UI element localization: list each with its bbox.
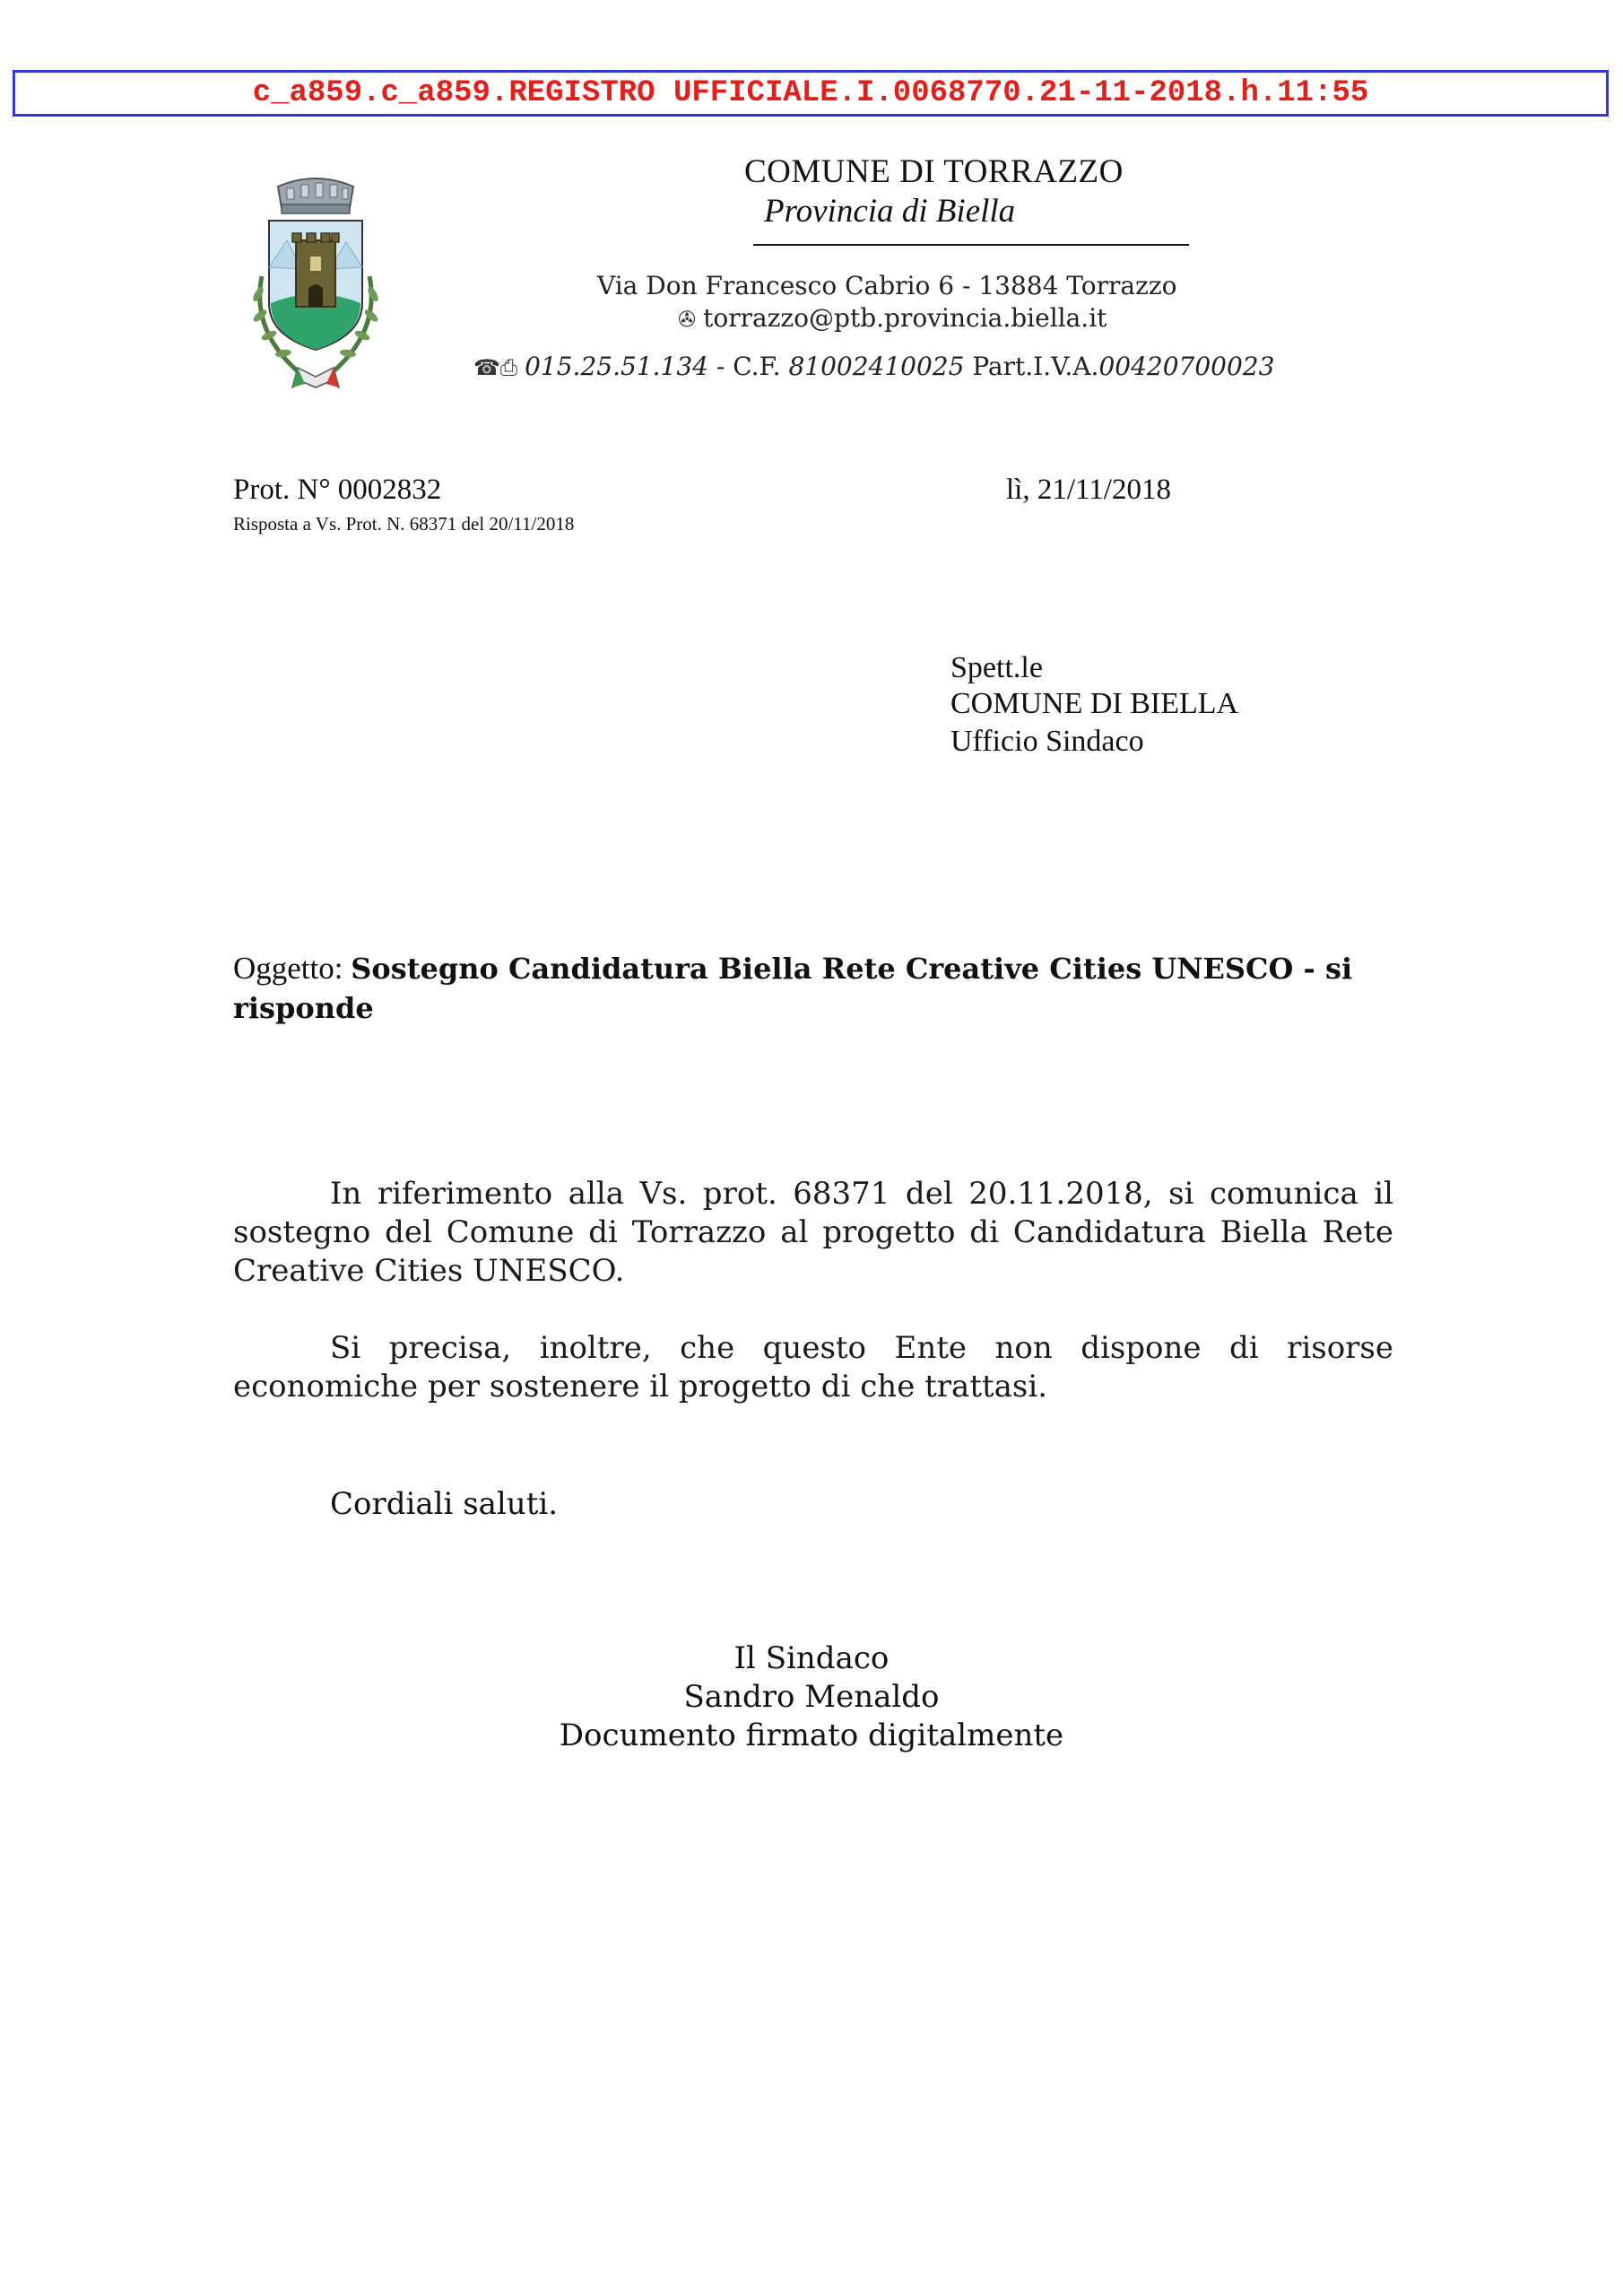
recipient-name: COMUNE DI BIELLA [950, 687, 1239, 720]
piva-label: Part.I.V.A. [972, 352, 1099, 381]
cf-number: 81002410025 [788, 352, 965, 381]
phone-fax-glyph-icon: ☎⎙ [473, 355, 518, 380]
postal-address: Via Don Francesco Cabrio 6 - 13884 Torrazzo [597, 271, 1177, 300]
phone-number: 015.25.51.134 [525, 352, 708, 381]
subject-label: Oggetto: [233, 951, 343, 986]
recipient-salutation: Spett.le [950, 651, 1043, 684]
signatory-name: Sandro Menaldo [683, 1679, 940, 1715]
digital-signature-note: Documento firmato digitalmente [559, 1718, 1064, 1753]
closing-salutation: Cordiali saluti. [330, 1486, 559, 1522]
email-line [678, 303, 1107, 333]
email-glyph-icon: ✇ [678, 307, 697, 332]
subject-line [233, 949, 1399, 1028]
subject-text: Sostegno Candidatura Biella Rete Creative Cities UNESCO - si risponde [233, 952, 1353, 1025]
municipality-name: COMUNE DI TORRAZZO [744, 153, 1124, 190]
reply-reference: Risposta a Vs. Prot. N. 68371 del 20/11/2018 [233, 513, 575, 535]
province-name: Provincia di Biella [764, 193, 1016, 230]
registry-stamp: c_a859.c_a859.REGISTRO UFFICIALE.I.0068770.21-11-2018.h.11:55 [13, 70, 1609, 117]
signatory-role: Il Sindaco [733, 1640, 890, 1676]
phone-tax-line [473, 352, 1274, 381]
email-address: torrazzo@ptb.provincia.biella.it [703, 303, 1107, 333]
protocol-number: Prot. N° 0002832 [233, 474, 442, 506]
piva-number: 00420700023 [1098, 352, 1275, 381]
body-paragraph: Si precisa, inoltre, che questo Ente non dispone di risorse economiche per sostenere il progetto di che trattasi. [233, 1330, 1393, 1405]
recipient-office: Ufficio Sindaco [950, 725, 1144, 758]
municipal-coat-of-arms-icon [235, 169, 396, 393]
header-divider [753, 244, 1189, 246]
letter-date: lì, 21/11/2018 [1006, 474, 1171, 506]
cf-label: - C.F. [716, 352, 781, 381]
body-paragraph: In riferimento alla Vs. prot. 68371 del 20.11.2018, si comunica il sostegno del Comune di Torrazzo al progetto di Candidatura Biella Rete Creative Cities UNESCO. [233, 1176, 1393, 1289]
